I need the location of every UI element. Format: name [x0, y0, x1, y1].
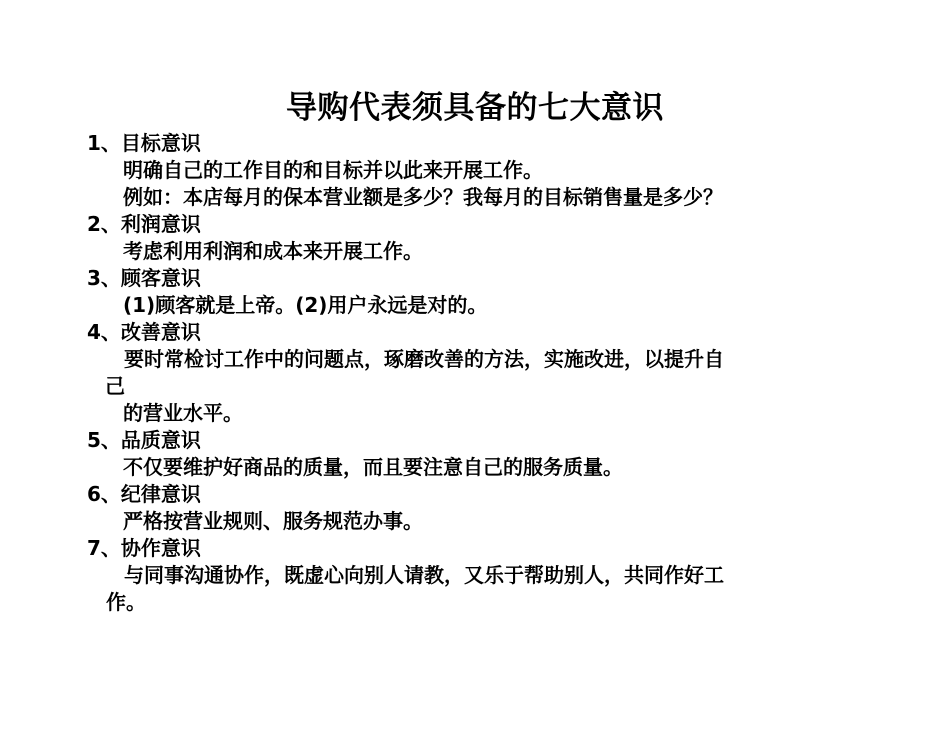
section-heading-3: 3、顾客意识: [87, 266, 201, 290]
section-text-2-1: 考虑利用利润和成本来开展工作。: [123, 239, 423, 263]
section-text-3-1: (1)顾客就是上帝。(2)用户永远是对的。: [123, 293, 488, 317]
page-title: 导购代表须具备的七大意识: [286, 90, 664, 126]
section-heading-5: 5、品质意识: [87, 428, 201, 452]
section-text-6-1: 严格按营业规则、服务规范办事。: [123, 509, 423, 533]
section-text-7-1: 与同事沟通协作，既虚心向别人请教，又乐于帮助别人，共同作好工: [124, 563, 724, 587]
section-heading-4: 4、改善意识: [87, 320, 201, 344]
section-text-4-3: 的营业水平。: [123, 401, 243, 425]
section-heading-7: 7、协作意识: [87, 536, 201, 560]
section-heading-1: 1、目标意识: [87, 131, 201, 155]
section-text-4-2: 己: [105, 374, 125, 398]
section-text-4-1: 要时常检讨工作中的问题点，琢磨改善的方法，实施改进，以提升自: [124, 347, 724, 371]
section-text-1-2: 例如：本店每月的保本营业额是多少？我每月的目标销售量是多少？: [123, 185, 723, 209]
section-heading-6: 6、纪律意识: [87, 482, 201, 506]
section-text-1-1: 明确自己的工作目的和目标并以此来开展工作。: [123, 158, 543, 182]
section-heading-2: 2、利润意识: [87, 212, 201, 236]
section-text-7-2: 作。: [106, 590, 146, 614]
section-text-5-1: 不仅要维护好商品的质量，而且要注意自己的服务质量。: [123, 455, 623, 479]
content-body: [87, 130, 877, 616]
